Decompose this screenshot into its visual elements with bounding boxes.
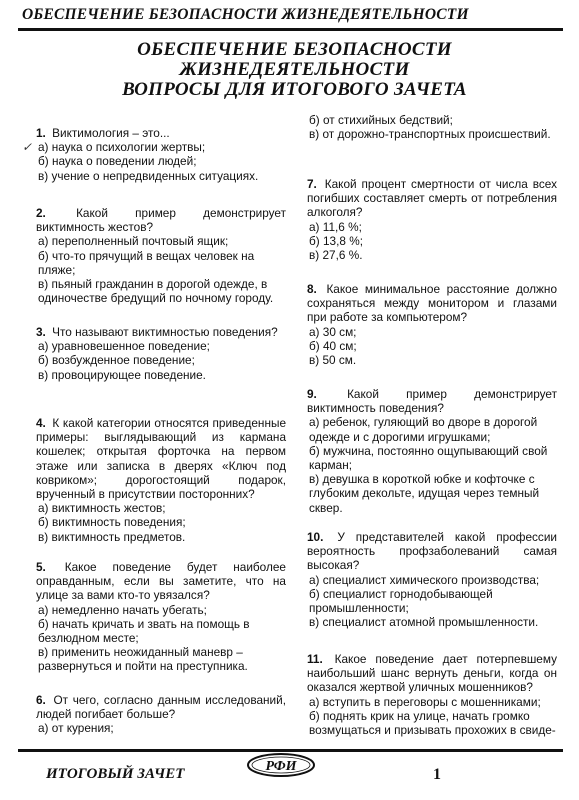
question-number: 1. (36, 126, 46, 140)
question-number: 4. (36, 416, 46, 430)
title-line-3: ВОПРОСЫ ДЛЯ ИТОГОВОГО ЗАЧЕТА (122, 79, 467, 100)
question-number: 5. (36, 560, 46, 574)
option-b: б) возбужденное поведение; (38, 353, 195, 368)
question-11 (307, 652, 557, 737)
option-b: б) начать кричать и звать на помощь в безлюдном месте; (38, 616, 250, 646)
question-5 (36, 560, 286, 674)
question-number: 3. (36, 325, 46, 339)
option-c: в) специалист атомной промышленности. (309, 615, 539, 630)
option-a: а) немедленно начать убегать; (38, 602, 207, 617)
title-line-1: ОБЕСПЕЧЕНИЕ БЕЗОПАСНОСТИ (137, 39, 452, 60)
question-number: 10. (307, 530, 324, 544)
option-b: б) виктимность поведения; (38, 515, 186, 530)
question-text: Какое поведение дает потерпевшему наибольший шанс вернуть деньги, когда он оказался жертвой уличных мошенников? (307, 652, 557, 695)
option-a: а) от курения; (38, 721, 114, 736)
question-text: Какой процент смертности от числа всех погибших составляет смерть от потребления алкоголя? (307, 177, 557, 220)
checkmark-icon: ✓ (22, 140, 33, 154)
option-c: в) 27,6 %. (309, 248, 363, 263)
option-a: а) виктимность жестов; (38, 501, 166, 516)
option-a: а) вступить в переговоры с мошенниками; (309, 694, 541, 709)
question-9 (307, 387, 557, 515)
question-text: От чего, согласно данным исследований, людей погибает больше? (36, 693, 286, 722)
question-6 (36, 693, 286, 736)
option-a: а) 30 см; (309, 324, 357, 339)
option-a: а) уравновешенное поведение; (38, 339, 210, 354)
footer-label: ИТОГОВЫЙ ЗАЧЕТ (46, 766, 185, 782)
question-6-continued (307, 113, 557, 141)
option-a: а) специалист химического производства; (309, 572, 540, 587)
question-8 (307, 282, 557, 367)
option-c: в) провоцирующее поведение. (38, 367, 206, 382)
option-c: в) применить неожиданный маневр – развернуться и пойти на преступника. (38, 645, 248, 674)
question-text: Что называют виктимностью поведения? (52, 325, 278, 339)
question-number: 9. (307, 387, 317, 401)
question-text: Какой пример демонстрирует виктимность жестов? (36, 206, 286, 235)
question-10 (307, 530, 557, 629)
option-b: б) 13,8 %; (309, 233, 363, 248)
option-a: а) ребенок, гуляющий во дворе в дорогой одежде и с дорогими игрушками; (309, 415, 538, 444)
question-7 (307, 177, 557, 262)
option-c: в) девушка в короткой юбке и кофточке с глубоким декольте, идущая через темный сквер. (309, 472, 540, 515)
page-number: 1 (433, 766, 441, 783)
question-3 (36, 325, 286, 382)
option-b: б) мужчина, постоянно ощупывающий свой карман; (309, 443, 548, 473)
option-c: в) пьяный гражданин в дорогой одежде, в одиночестве бредущий по ночному городу. (38, 277, 274, 306)
question-number: 7. (307, 177, 317, 191)
question-number: 6. (36, 693, 46, 707)
option-a: а) наука о психологии жертвы; (38, 140, 206, 155)
question-text: Виктимология – это... (52, 126, 170, 140)
option-b: б) 40 см; (309, 338, 357, 353)
option-b: б) наука о поведении людей; (38, 154, 197, 169)
option-c: в) виктимность предметов. (38, 529, 186, 544)
page-title (30, 40, 559, 100)
option-a: а) 11,6 %; (309, 219, 362, 234)
question-number: 8. (307, 282, 317, 296)
question-text: Какое минимальное расстояние должно сохраняться между монитором и глазами при работе за компьютером? (307, 282, 558, 325)
publisher-logo-icon (246, 752, 316, 778)
question-text: К какой категории относятся приведенные примеры: выглядывающий из кармана кошелек; открытая форточка на первом этаже или записка в дверях «Ключ под ковриком»; дорогостоящий подарок, врученный в присутствии посторонних? (36, 416, 287, 502)
title-line-2: ЖИЗНЕДЕЯТЕЛЬНОСТИ (179, 59, 410, 80)
running-header: ОБЕСПЕЧЕНИЕ БЕЗОПАСНОСТИ ЖИЗНЕДЕЯТЕЛЬНОСТИ (22, 6, 469, 23)
option-b: б) что-то прячущий в вещах человек на пляже; (38, 248, 255, 277)
logo-text: РФИ (265, 759, 297, 774)
question-text: У представителей какой профессии вероятность профзаболеваний самая высокая? (307, 530, 557, 573)
question-number: 11. (307, 652, 323, 666)
option-c: в) 50 см. (309, 353, 357, 368)
option-c: в) учение о непредвиденных ситуациях. (38, 168, 259, 183)
question-text: Какое поведение будет наиболее оправданным, если вы заметите, что на улице за вами кто-то увязался? (36, 560, 286, 603)
question-1 (22, 126, 286, 183)
question-2 (36, 206, 286, 305)
option-c: в) от дорожно-транспортных происшествий. (309, 127, 551, 142)
question-number: 2. (36, 206, 46, 220)
question-text: Какой пример демонстрирует виктимность поведения? (307, 387, 557, 416)
option-b: б) от стихийных бедствий; (309, 113, 453, 127)
option-b: б) специалист горнодобывающей промышленности; (309, 586, 493, 616)
header-rule (18, 28, 563, 31)
option-a: а) переполненный почтовый ящик; (38, 234, 229, 249)
option-b: б) поднять крик на улице, начать громко возмущаться и призывать прохожих в свиде- (309, 708, 556, 738)
question-4 (36, 416, 286, 544)
